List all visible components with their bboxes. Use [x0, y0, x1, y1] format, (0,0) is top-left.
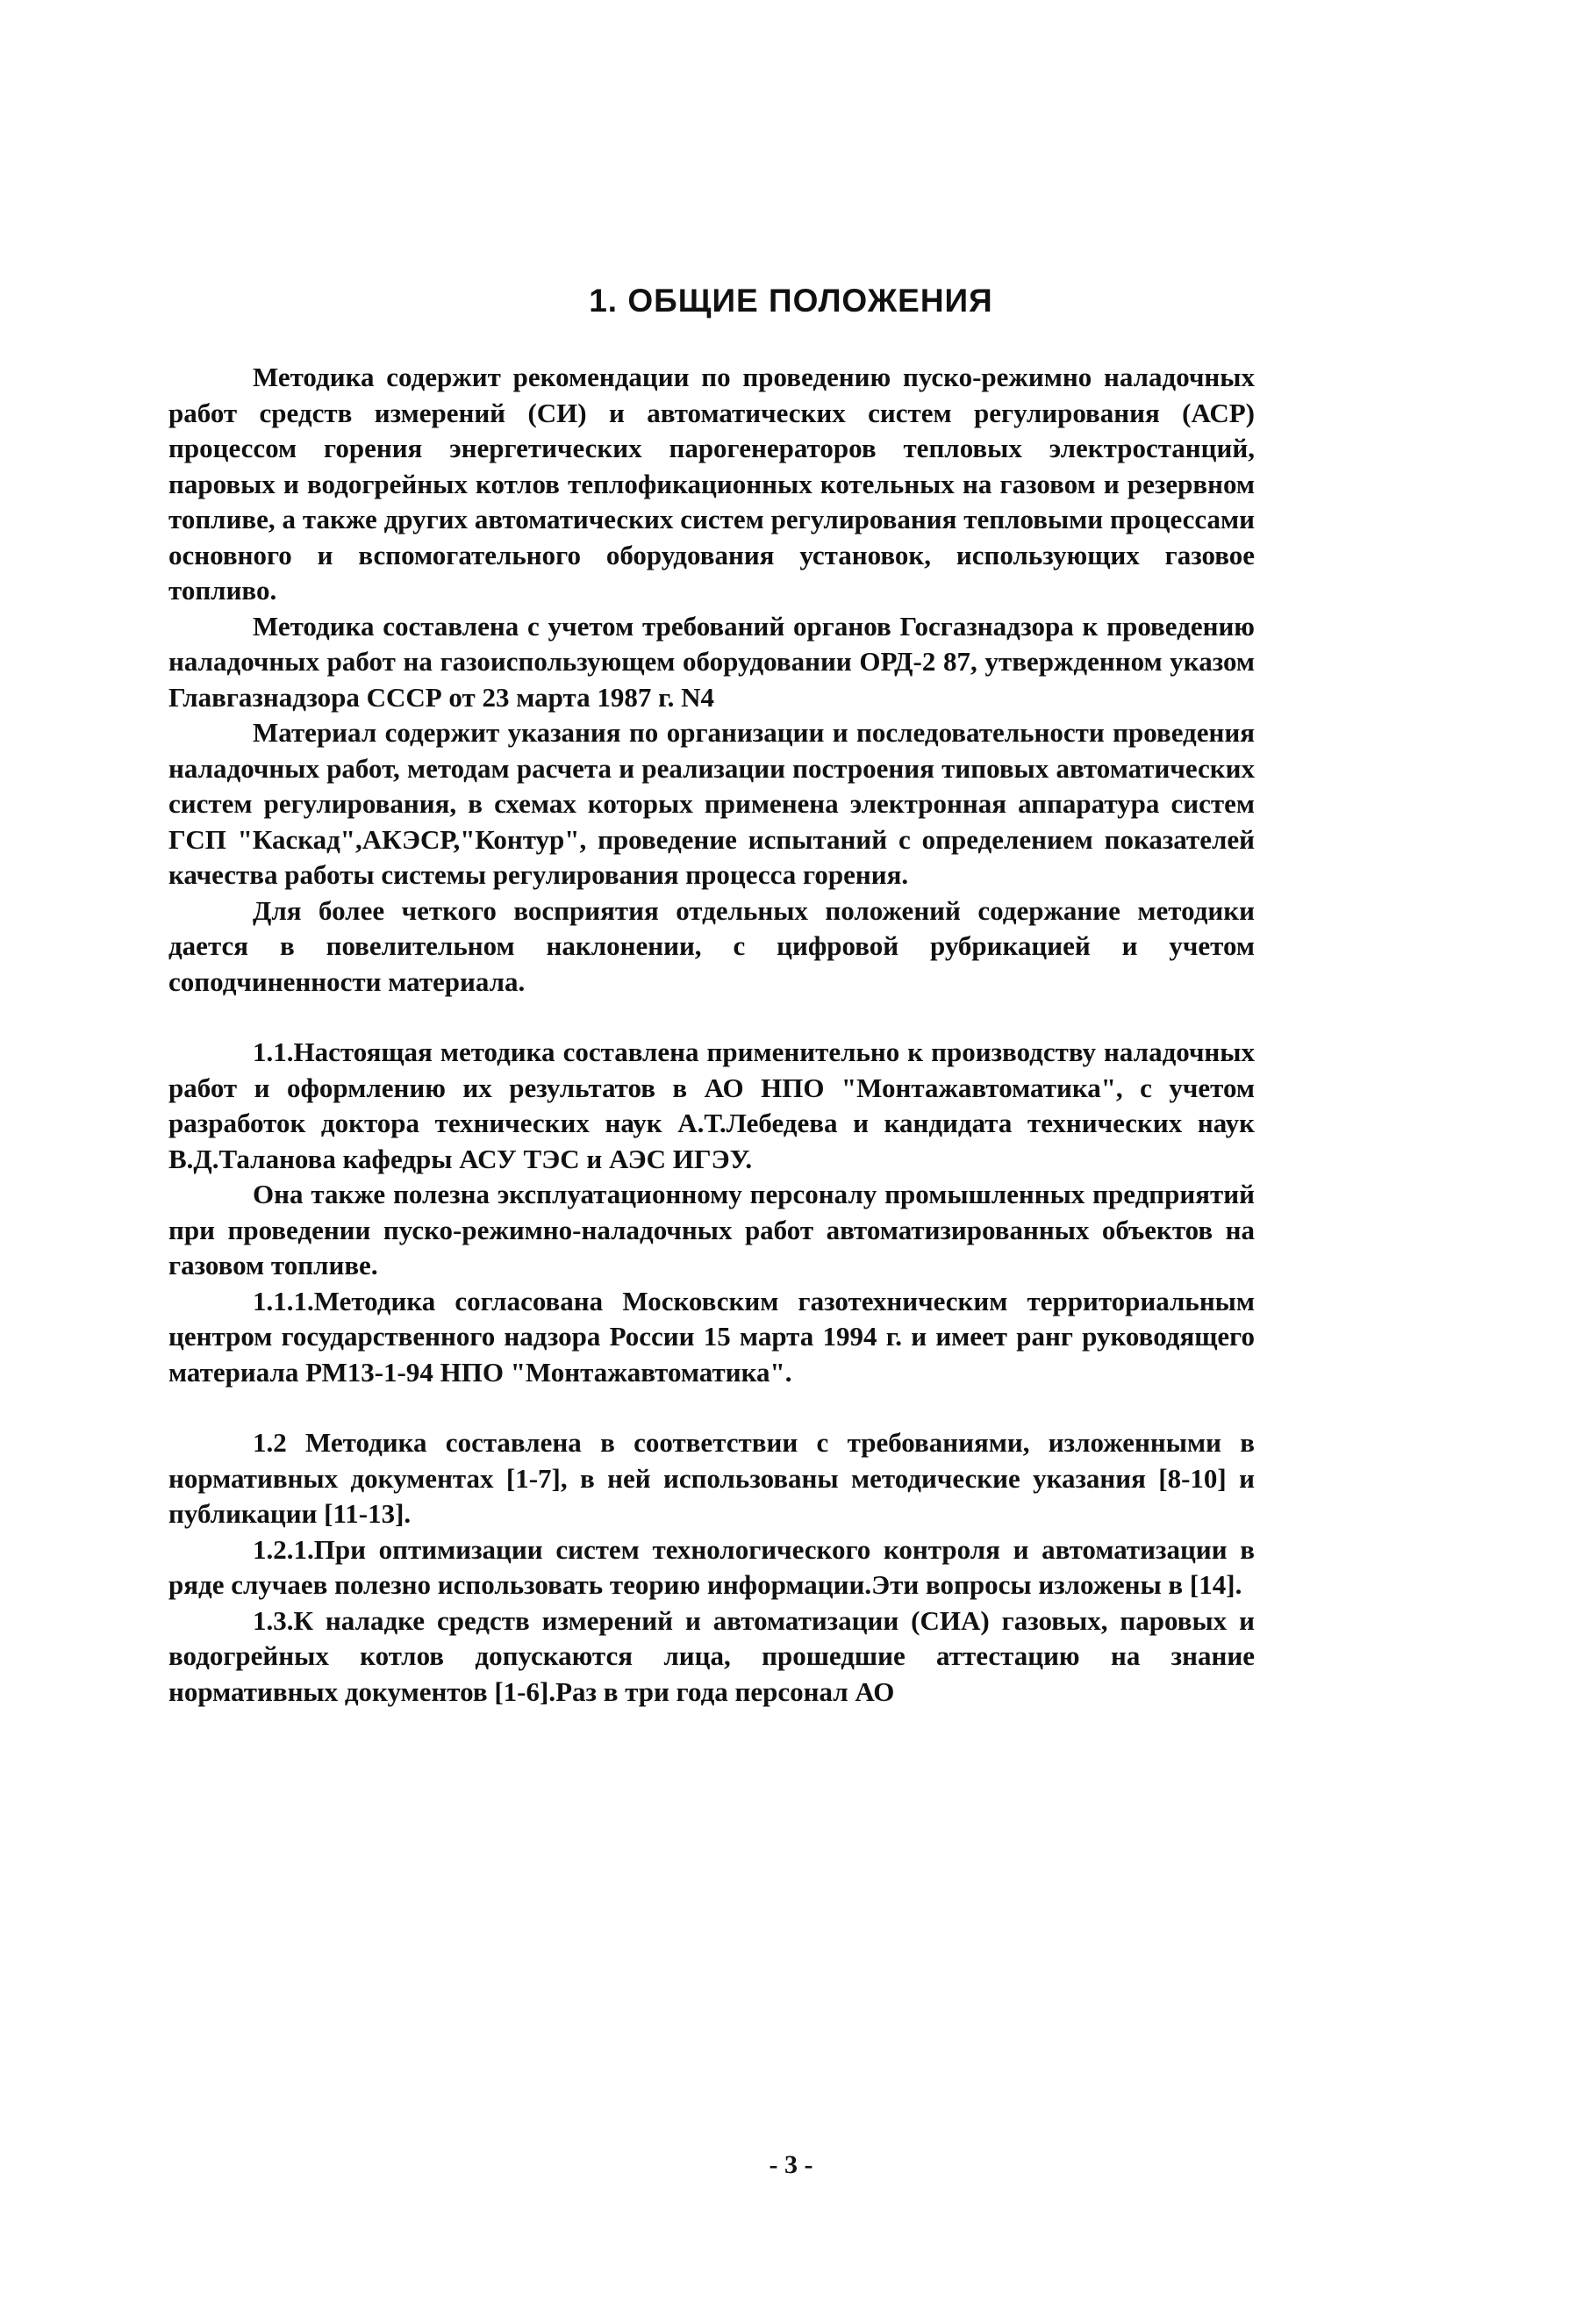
paragraph-gosgaznadzor: Методика составлена с учетом требований органов Госгазнадзора к проведению наладочных работ на газоиспользующем оборудовании ОРД-2 87, утвержденном указом Главгазнадзора СССР от 23 марта 1987 г. N4 — [168, 610, 1255, 713]
paragraph-1-2: 1.2 Методика составлена в соответствии с требованиями, изложенными в нормативных документах [1-7], в ней использованы методические указания [8-10] и публикации [11-13]. — [168, 1427, 1255, 1529]
page-number: - 3 - — [769, 2150, 813, 2179]
body-text — [168, 360, 1255, 1710]
paragraph-1-1-usefulness: Она также полезна эксплуатационному персоналу промышленных предприятий при проведении пуско-режимно-наладочных работ автоматизированных объектов на газовом топливе. — [168, 1179, 1255, 1280]
paragraph-1-1-1: 1.1.1.Методика согласована Московским газотехническим территориальным центром государственного надзора России 15 марта 1994 г. и имеет ранг руководящего материала РМ13-1-94 НПО "Монтажавтоматика". — [168, 1285, 1255, 1388]
section-title: 1. ОБЩИЕ ПОЛОЖЕНИЯ — [589, 283, 993, 319]
paragraph-1-1: 1.1.Настоящая методика составлена применительно к производству наладочных работ и оформлению их результатов в АО НПО "Монтажавтоматика", с учетом разработок доктора технических наук А.Т.Лебедева и кандидата технических наук В.Д.Таланова кафедры АСУ ТЭС и АЭС ИГЭУ. — [168, 1036, 1255, 1174]
paragraph-intro: Методика содержит рекомендации по проведению пуско-режимно наладочных работ средств измерений (СИ) и автоматических систем регулирования (АСР) процессом горения энергетических парогенераторов тепловых электростанций, паровых и водогрейных котлов теплофикационных котельных на газовом и резервном топливе, а также других автоматических систем регулирования тепловыми процессами основного и вспомогательного оборудования установок, использующих газовое топливо. — [168, 362, 1255, 606]
paragraph-1-2-1: 1.2.1.При оптимизации систем технологического контроля и автоматизации в ряде случаев полезно использовать теорию информации.Эти вопросы изложены в [14]. — [168, 1533, 1255, 1600]
paragraph-1-3: 1.3.К наладке средств измерений и автоматизации (СИА) газовых, паровых и водогрейных котлов допускаются лица, прошедшие аттестацию на знание нормативных документов [1-6].Раз в три года персонал АО — [168, 1604, 1255, 1707]
paragraph-presentation-style: Для более четкого восприятия отдельных положений содержание методики дается в повелительном наклонении, с цифровой рубрикацией и учетом соподчиненности материала. — [168, 894, 1255, 997]
paragraph-material-contents: Материал содержит указания по организации и последовательности проведения наладочных работ, методам расчета и реализации построения типовых автоматических систем регулирования, в схемах которых применена электронная аппаратура систем ГСП "Каскад",АКЭСР,"Контур", проведение испытаний с определением показателей качества работы системы регулирования процесса горения. — [168, 717, 1255, 890]
